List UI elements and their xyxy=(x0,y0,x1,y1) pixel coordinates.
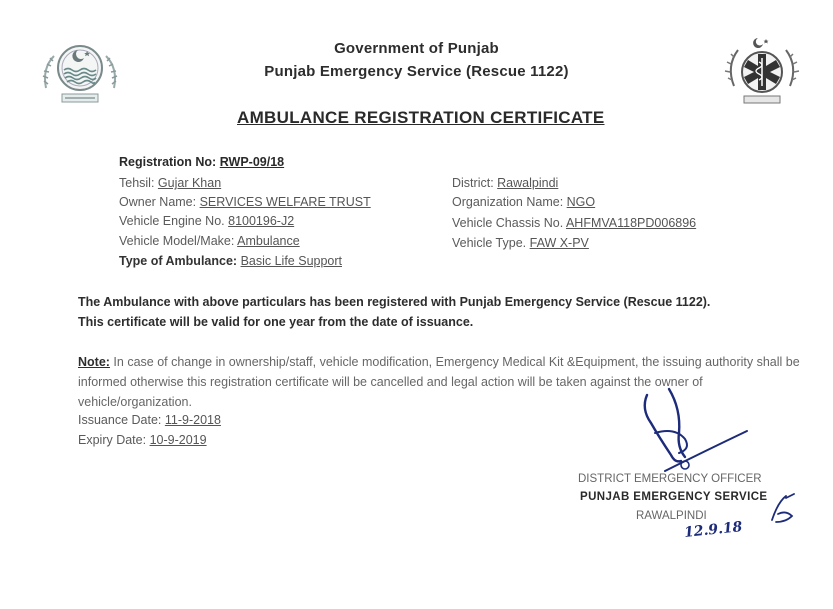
owner-name-label: Owner Name: xyxy=(119,195,197,209)
note-label: Note: xyxy=(78,355,110,369)
issuance-date-label: Issuance Date: xyxy=(78,413,162,427)
district-label: District: xyxy=(452,176,494,190)
ambulance-type-value: Basic Life Support xyxy=(240,254,343,268)
engine-number-value: 8100196-J2 xyxy=(228,214,295,228)
model-make-label: Vehicle Model/Make: xyxy=(119,234,235,248)
chassis-number-value: AHFMVA118PD006896 xyxy=(565,216,697,230)
registration-statement xyxy=(78,292,710,332)
ambulance-type-field xyxy=(119,254,342,268)
officer-title: DISTRICT EMERGENCY OFFICER xyxy=(578,473,762,485)
statement-line-1: The Ambulance with above particulars has been registered with Punjab Emergency Service (Rescue 1122). xyxy=(78,295,711,309)
certificate-header xyxy=(0,40,833,80)
registration-number-field xyxy=(119,155,284,169)
model-make-value: Ambulance xyxy=(237,234,300,248)
owner-name-field xyxy=(119,195,371,209)
expiry-date-field xyxy=(78,433,207,447)
vehicle-type-field xyxy=(452,236,589,250)
vehicle-type-label: Vehicle Type. xyxy=(452,236,527,250)
handwritten-date: 12.9.18 xyxy=(683,518,744,542)
model-make-field xyxy=(119,234,300,248)
tehsil-field xyxy=(119,176,221,190)
engine-number-field xyxy=(119,214,294,228)
engine-number-label: Vehicle Engine No. xyxy=(119,214,225,228)
district-field xyxy=(452,176,558,190)
issuance-date-value: 11-9-2018 xyxy=(164,413,221,427)
tehsil-value: Gujar Khan xyxy=(157,176,222,190)
district-value: Rawalpindi xyxy=(497,176,559,190)
expiry-date-label: Expiry Date: xyxy=(78,433,147,447)
organization-name-label: Organization Name: xyxy=(452,195,564,209)
header-service: Punjab Emergency Service (Rescue 1122) xyxy=(264,63,569,80)
officer-city: RAWALPINDI xyxy=(636,510,707,522)
header-government: Government of Punjab xyxy=(334,40,499,57)
chassis-number-label: Vehicle Chassis No. xyxy=(452,216,564,230)
statement-line-2: This certificate will be valid for one year from the date of issuance. xyxy=(78,315,474,329)
chassis-number-field xyxy=(452,216,696,230)
certificate-title: AMBULANCE REGISTRATION CERTIFICATE xyxy=(237,108,605,127)
ambulance-type-label: Type of Ambulance: xyxy=(119,254,238,268)
note-text: In case of change in ownership/staff, vehicle modification, Emergency Medical Kit &Equipment, the issuing authority shall be informed otherwise this registration certificate will be cancelled and legal action will be taken against the owner of vehicle/organization. xyxy=(78,355,800,409)
organization-name-field xyxy=(452,195,595,209)
issuance-date-field xyxy=(78,413,221,427)
handwritten-initial xyxy=(760,490,800,530)
officer-signature xyxy=(625,385,755,475)
tehsil-label: Tehsil: xyxy=(119,176,155,190)
registration-number-value: RWP-09/18 xyxy=(219,155,285,169)
expiry-date-value: 10-9-2019 xyxy=(149,433,207,447)
officer-organization: PUNJAB EMERGENCY SERVICE xyxy=(580,491,768,503)
registration-number-label: Registration No: xyxy=(119,155,217,169)
owner-name-value: SERVICES WELFARE TRUST xyxy=(199,195,371,209)
organization-name-value: NGO xyxy=(566,195,596,209)
vehicle-type-value: FAW X-PV xyxy=(529,236,589,250)
